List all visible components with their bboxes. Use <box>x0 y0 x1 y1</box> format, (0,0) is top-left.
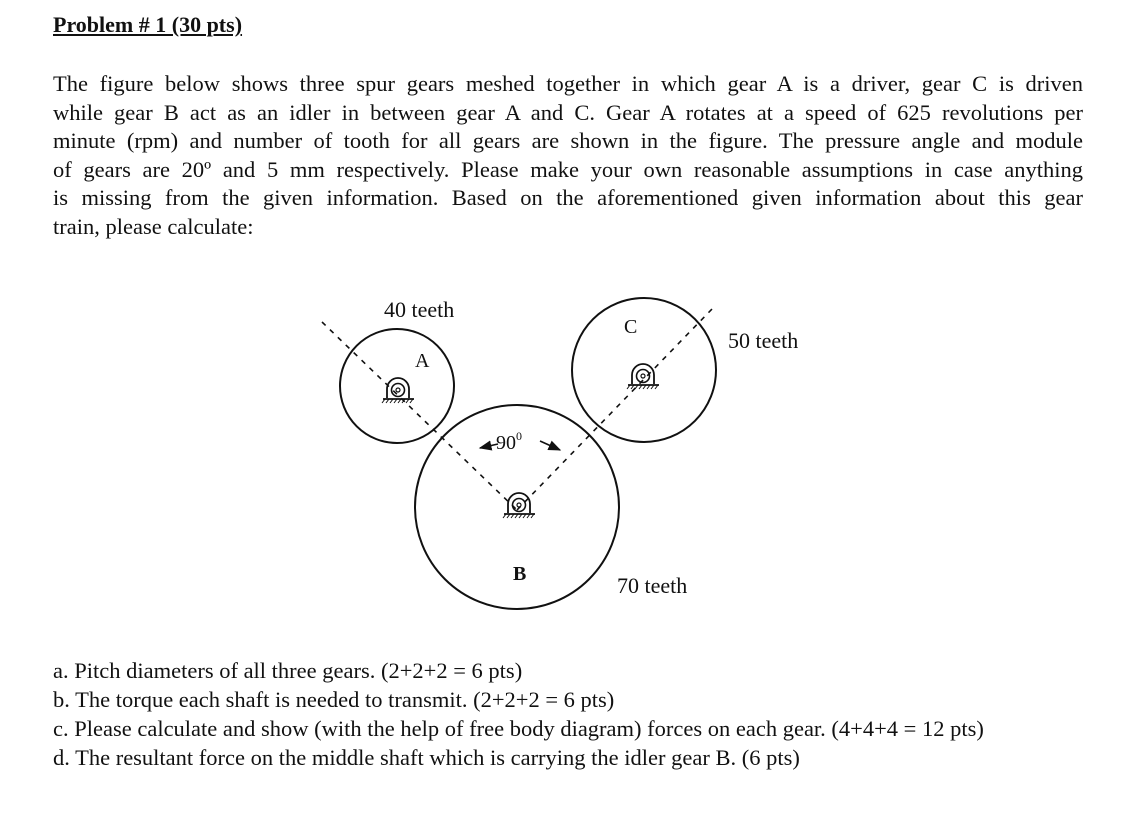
bearing-c-icon <box>627 364 659 389</box>
bearing-b-icon <box>503 493 535 518</box>
question-item: d. The resultant force on the middle shaft which is carrying the idler gear B. (6 pts) <box>53 745 800 770</box>
statement-line: is missing from the given information. Based on the aforementioned given information about this gear <box>53 185 1083 211</box>
statement-line: minute (rpm) and number of tooth for all gears are shown in the figure. The pressure angle and module <box>53 128 1083 154</box>
bearing-a-icon <box>382 378 414 403</box>
statement-line: of gears are 20º and 5 mm respectively. Please make your own reasonable assumptions in case anything <box>53 156 1083 182</box>
gear-b-teeth-label: 70 teeth <box>617 573 688 598</box>
gear-c-teeth-label: 50 teeth <box>728 328 799 353</box>
question-item: b. The torque each shaft is needed to transmit. (2+2+2 = 6 pts) <box>53 687 615 712</box>
gear-a-circle <box>340 329 454 443</box>
gear-b-label: B <box>513 563 527 585</box>
angle-arrow-right <box>540 441 560 450</box>
problem-title: Problem # 1 (30 pts) <box>53 12 243 37</box>
angle-degree-sign: 0 <box>516 429 522 443</box>
gear-c-label: C <box>624 316 638 338</box>
statement-line: while gear B act as an idler in between gear A and C. Gear A rotates at a speed of 625 revolutions per <box>53 99 1083 125</box>
question-item: a. Pitch diameters of all three gears. (2+2+2 = 6 pts) <box>53 658 523 683</box>
statement-line: train, please calculate: <box>53 213 254 239</box>
question-item: c. Please calculate and show (with the help of free body diagram) forces on each gear. (4+4+4 = 12 pts) <box>53 716 984 741</box>
question-list <box>53 656 1103 772</box>
gear-a-label: A <box>415 350 430 372</box>
gear-a-teeth-label: 40 teeth <box>384 297 455 322</box>
angle-label <box>496 429 522 454</box>
angle-value: 90 <box>496 432 516 454</box>
statement-line: The figure below shows three spur gears meshed together in which gear A is a driver, gear C is driven <box>53 71 1083 96</box>
